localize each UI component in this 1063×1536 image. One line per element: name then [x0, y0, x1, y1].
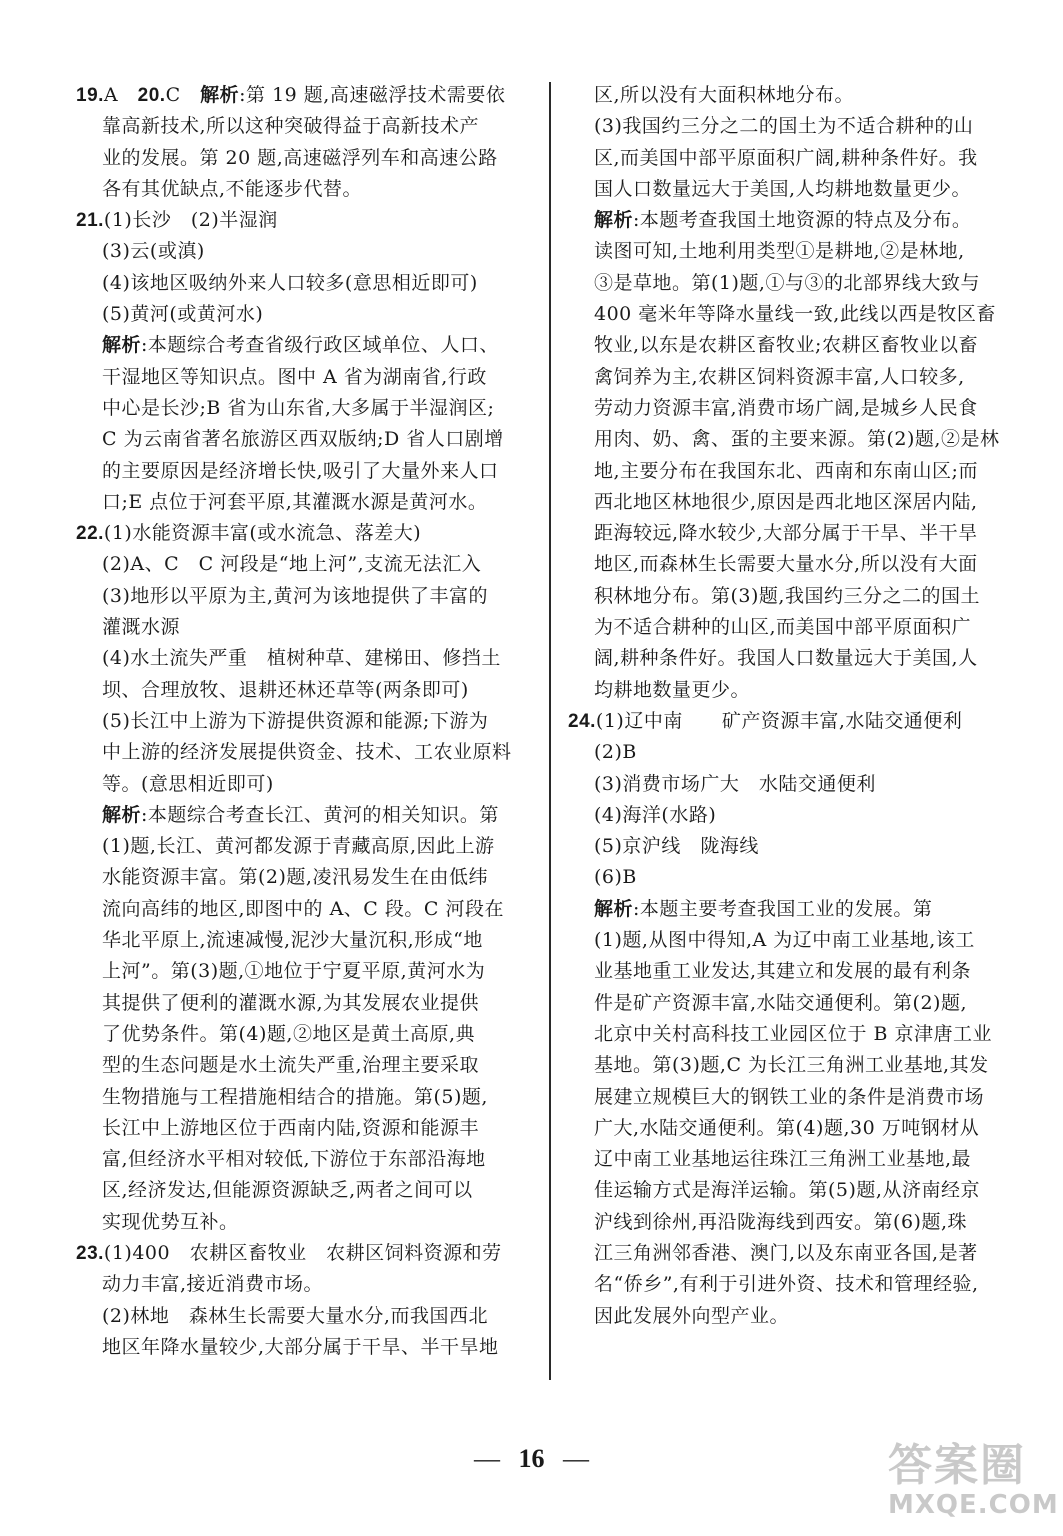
answer-text: 均耕地数量更少。 — [594, 678, 751, 701]
analysis-text: :本题综合考查省级行政区域单位、人口、 — [141, 334, 499, 357]
question-number: 19. — [76, 85, 104, 106]
answer-text: 地,主要分布在我国东北、西南和东南山区;而 — [594, 459, 978, 482]
text-line — [76, 236, 530, 267]
text-line — [76, 612, 530, 643]
text-line — [76, 706, 530, 737]
answer-text: 禽饲养为主,农耕区饲料资源丰富,人口较多, — [594, 365, 965, 388]
text-line — [568, 456, 1028, 487]
text-line — [568, 518, 1028, 549]
text-line — [568, 143, 1028, 174]
answer-text: (3)云(或滇) — [102, 240, 205, 263]
text-line — [76, 769, 530, 800]
text-line — [76, 205, 530, 236]
answer-text: (2)A、C C 河段是“地上河”,支流无法汇入 — [102, 553, 482, 576]
answer-text: 地区,而森林生长需要大量水分,所以没有大面 — [594, 553, 978, 576]
text-line — [76, 1269, 530, 1300]
text-line — [76, 956, 530, 987]
watermark-logo — [888, 1440, 1059, 1526]
left-column — [76, 80, 530, 1363]
answer-text: 距海较远,降水较少,大部分属于干旱、半干旱 — [594, 522, 978, 545]
answer-text: 因此发展外向型产业。 — [594, 1304, 790, 1327]
text-line — [76, 1144, 530, 1175]
answer-text: 展建立规模巨大的钢铁工业的条件是消费市场 — [594, 1085, 985, 1108]
answer-text: 其提供了便利的灌溉水源,为其发展农业提供 — [102, 991, 480, 1014]
answer-text: 基地。第(3)题,C 为长江三角洲工业基地,其发 — [594, 1054, 989, 1077]
text-line — [568, 424, 1028, 455]
answer-text: (4)水土流失严重 植树种草、建梯田、修挡土 — [102, 647, 501, 670]
answer-text: (3)消费市场广大 水陆交通便利 — [594, 772, 876, 795]
answer-text: 富,但经济水平相对较低,下游位于东部沿海地 — [102, 1148, 486, 1171]
text-line — [568, 1238, 1028, 1269]
analysis-label: 解析 — [594, 897, 634, 920]
text-line — [568, 1144, 1028, 1175]
answer-text: 辽中南工业基地运往珠江三角洲工业基地,最 — [594, 1148, 972, 1171]
text-line — [568, 769, 1028, 800]
text-line — [76, 675, 530, 706]
text-line — [568, 299, 1028, 330]
answer-text: 中心是长沙;B 省为山东省,大多属于半湿润区; — [102, 396, 495, 419]
watermark-chars: 答案圈 — [888, 1440, 1026, 1491]
text-line — [76, 487, 530, 518]
text-line — [568, 330, 1028, 361]
answer-text: (2)B — [594, 741, 637, 764]
answer-text: 牧业,以东是农耕区畜牧业;农耕区畜牧业以畜 — [594, 334, 978, 357]
analysis-label: 解析 — [102, 803, 142, 826]
answer-text: 的主要原因是经济增长快,吸引了大量外来人口 — [102, 459, 499, 482]
text-line — [76, 1332, 530, 1363]
text-line — [76, 299, 530, 330]
answer-text: (1)水能资源丰富(或水流急、落差大) — [103, 522, 422, 545]
text-line — [568, 111, 1028, 142]
answer-text: (4)该地区吸纳外来人口较多(意思相近即可) — [102, 271, 478, 294]
answer-text: 了优势条件。第(4)题,②地区是黄土高原,典 — [102, 1022, 475, 1045]
text-line — [568, 1207, 1028, 1238]
text-line — [76, 1207, 530, 1238]
text-line — [568, 612, 1028, 643]
analysis-text: :本题主要考查我国工业的发展。第 — [633, 897, 933, 920]
answer-text: (5)黄河(或黄河水) — [102, 303, 264, 326]
analysis-label: 解析 — [200, 84, 240, 106]
analysis-text: :第 19 题,高速磁浮技术需要依 — [239, 84, 506, 106]
answer-text: C — [165, 84, 201, 106]
text-line — [568, 268, 1028, 299]
footer-dash-right: — — [563, 1444, 589, 1473]
analysis-text: :本题考查我国土地资源的特点及分布。 — [633, 209, 972, 232]
text-line — [76, 988, 530, 1019]
answer-text: 靠高新技术,所以这种突破得益于高新技术产 — [102, 115, 480, 138]
text-line — [76, 393, 530, 424]
answer-text: 生物措施与工程措施相结合的措施。第(5)题, — [102, 1085, 488, 1108]
answer-text: 区,而美国中部平原面积广阔,耕种条件好。我 — [594, 146, 978, 169]
text-line — [568, 362, 1028, 393]
text-line — [76, 925, 530, 956]
text-line — [76, 80, 530, 111]
footer-dash-left: — — [474, 1444, 500, 1473]
text-line — [76, 362, 530, 393]
text-line — [568, 174, 1028, 205]
text-line — [568, 1269, 1028, 1300]
text-line — [76, 549, 530, 580]
text-line — [76, 831, 530, 862]
text-line — [568, 393, 1028, 424]
text-line — [568, 487, 1028, 518]
text-line — [76, 1113, 530, 1144]
answer-text: (6)B — [594, 866, 637, 889]
answer-text: 地区年降水量较少,大部分属于干旱、半干旱地 — [102, 1335, 499, 1358]
answer-text: (5)长江中上游为下游提供资源和能源;下游为 — [102, 709, 489, 732]
text-line — [568, 80, 1028, 111]
answer-text: (1)辽中南 矿产资源丰富,水陆交通便利 — [595, 709, 963, 732]
answer-text: 阔,耕种条件好。我国人口数量远大于美国,人 — [594, 647, 978, 670]
text-line — [76, 894, 530, 925]
answer-text: (3)地形以平原为主,黄河为该地提供了丰富的 — [102, 584, 488, 607]
answer-text: (1)400 农耕区畜牧业 农耕区饲料资源和劳 — [103, 1241, 502, 1264]
answer-text: 积林地分布。第(3)题,我国约三分之二的国土 — [594, 584, 980, 607]
text-line — [568, 549, 1028, 580]
answer-text: 广大,水陆交通便利。第(4)题,30 万吨钢材从 — [594, 1116, 980, 1139]
text-line — [568, 737, 1028, 768]
text-line — [568, 643, 1028, 674]
text-line — [76, 1082, 530, 1113]
text-line — [568, 205, 1028, 236]
text-line — [76, 268, 530, 299]
text-line — [568, 1175, 1028, 1206]
text-line — [568, 925, 1028, 956]
answer-text: 国人口数量远大于美国,人均耕地数量更少。 — [594, 177, 972, 200]
answer-text: 动力丰富,接近消费市场。 — [102, 1273, 324, 1296]
answer-text: 佳运输方式是海洋运输。第(5)题,从济南经京 — [594, 1179, 980, 1202]
answer-text: 中上游的经济发展提供资金、技术、工农业原料 — [102, 741, 512, 764]
analysis-text: :本题综合考查长江、黄河的相关知识。第 — [141, 803, 499, 826]
question-number: 23. — [76, 1242, 104, 1264]
text-line — [76, 424, 530, 455]
text-line — [568, 675, 1028, 706]
text-line — [76, 1301, 530, 1332]
text-line — [76, 1019, 530, 1050]
answer-text: C 为云南省著名旅游区西双版纳;D 省人口剧增 — [102, 428, 504, 451]
answer-text: 区,所以没有大面积林地分布。 — [594, 84, 855, 106]
answer-text: 为不适合耕种的山区,而美国中部平原面积广 — [594, 616, 972, 639]
answer-text: 江三角洲邻香港、澳门,以及东南亚各国,是著 — [594, 1241, 978, 1264]
text-line — [568, 1113, 1028, 1144]
answer-text: ③是草地。第(1)题,①与③的北部界线大致与 — [594, 271, 980, 294]
answer-text: 件是矿产资源丰富,水陆交通便利。第(2)题, — [594, 991, 967, 1014]
text-line — [76, 800, 530, 831]
answer-text: 等。(意思相近即可) — [102, 772, 274, 795]
answer-text: 灌溉水源 — [102, 616, 181, 639]
text-line — [76, 643, 530, 674]
text-line — [568, 956, 1028, 987]
answer-text: 华北平原上,流速减慢,泥沙大量沉积,形成“地 — [102, 929, 483, 952]
answer-text: 干湿地区等知识点。图中 A 省为湖南省,行政 — [102, 365, 487, 388]
answer-text: 上河”。第(3)题,①地位于宁夏平原,黄河水为 — [102, 960, 486, 983]
answer-text: 名“侨乡”,有利于引进外资、技术和管理经验, — [594, 1273, 979, 1296]
answer-text: 实现优势互补。 — [102, 1210, 239, 1233]
text-line — [568, 862, 1028, 893]
answer-text: 流向高纬的地区,即图中的 A、C 段。C 河段在 — [102, 897, 504, 920]
text-line — [76, 518, 530, 549]
answer-text: 400 毫米年等降水量线一致,此线以西是牧区畜 — [594, 303, 996, 326]
answer-text: 西北地区林地很少,原因是西北地区深居内陆, — [594, 490, 978, 513]
text-line — [568, 236, 1028, 267]
answer-text: 业基地重工业发达,其建立和发展的最有利条 — [594, 960, 972, 983]
text-line — [568, 581, 1028, 612]
text-line — [76, 737, 530, 768]
text-line — [76, 174, 530, 205]
text-line — [568, 706, 1028, 737]
text-line — [76, 456, 530, 487]
text-line — [568, 1301, 1028, 1332]
page-number: 16 — [518, 1444, 545, 1473]
text-line — [568, 894, 1028, 925]
answer-text: (1)题,从图中得知,A 为辽中南工业基地,该工 — [594, 929, 975, 952]
text-line — [76, 862, 530, 893]
question-number: 21. — [76, 210, 104, 232]
text-line — [76, 330, 530, 361]
text-line — [76, 1175, 530, 1206]
answer-text: 坝、合理放牧、退耕还林还草等(两条即可) — [102, 678, 469, 701]
question-number: 24. — [568, 710, 596, 732]
answer-text: 沪线到徐州,再沿陇海线到西安。第(6)题,珠 — [594, 1210, 967, 1233]
text-line — [568, 1050, 1028, 1081]
answer-text: (2)林地 森林生长需要大量水分,而我国西北 — [102, 1304, 488, 1327]
text-line — [568, 988, 1028, 1019]
answer-text: (5)京沪线 陇海线 — [594, 835, 759, 858]
right-column — [568, 80, 1028, 1332]
text-line — [568, 1082, 1028, 1113]
question-number: 20. — [137, 85, 166, 106]
answer-text: 水能资源丰富。第(2)题,凌汛易发生在由低纬 — [102, 866, 488, 889]
answer-text: 用肉、奶、禽、蛋的主要来源。第(2)题,②是林 — [594, 428, 1000, 451]
answer-text: 长江中上游地区位于西南内陆,资源和能源丰 — [102, 1116, 480, 1139]
answer-text: 各有其优缺点,不能逐步代替。 — [102, 177, 363, 200]
text-line — [76, 1238, 530, 1269]
analysis-label: 解析 — [594, 209, 634, 232]
question-number: 22. — [76, 523, 104, 545]
answer-text: 读图可知,土地利用类型①是耕地,②是林地, — [594, 240, 965, 263]
answer-text: (1)长沙 (2)半湿润 — [103, 209, 278, 232]
answer-text: (3)我国约三分之二的国土为不适合耕种的山 — [594, 115, 974, 138]
text-line — [76, 111, 530, 142]
answer-text: 北京中关村高科技工业园区位于 B 京津唐工业 — [594, 1022, 993, 1045]
answer-text: A — [103, 84, 138, 106]
text-line — [568, 1019, 1028, 1050]
text-line — [76, 143, 530, 174]
answer-text: 劳动力资源丰富,消费市场广阔,是城乡人民食 — [594, 396, 978, 419]
text-line — [76, 581, 530, 612]
answer-text: 业的发展。第 20 题,高速磁浮列车和高速公路 — [102, 146, 498, 169]
watermark-domain: MXQE.COM — [888, 1490, 1059, 1520]
answer-text: 口;E 点位于河套平原,其灌溉水源是黄河水。 — [102, 490, 488, 513]
text-line — [76, 1050, 530, 1081]
column-divider — [549, 82, 551, 1380]
text-line — [568, 831, 1028, 862]
text-line — [568, 800, 1028, 831]
answer-text: (1)题,长江、黄河都发源于青藏高原,因此上游 — [102, 835, 495, 858]
answer-text: 区,经济发达,但能源资源缺乏,两者之间可以 — [102, 1179, 473, 1202]
analysis-label: 解析 — [102, 334, 142, 357]
answer-text: (4)海洋(水路) — [594, 803, 717, 826]
answer-text: 型的生态问题是水土流失严重,治理主要采取 — [102, 1054, 480, 1077]
